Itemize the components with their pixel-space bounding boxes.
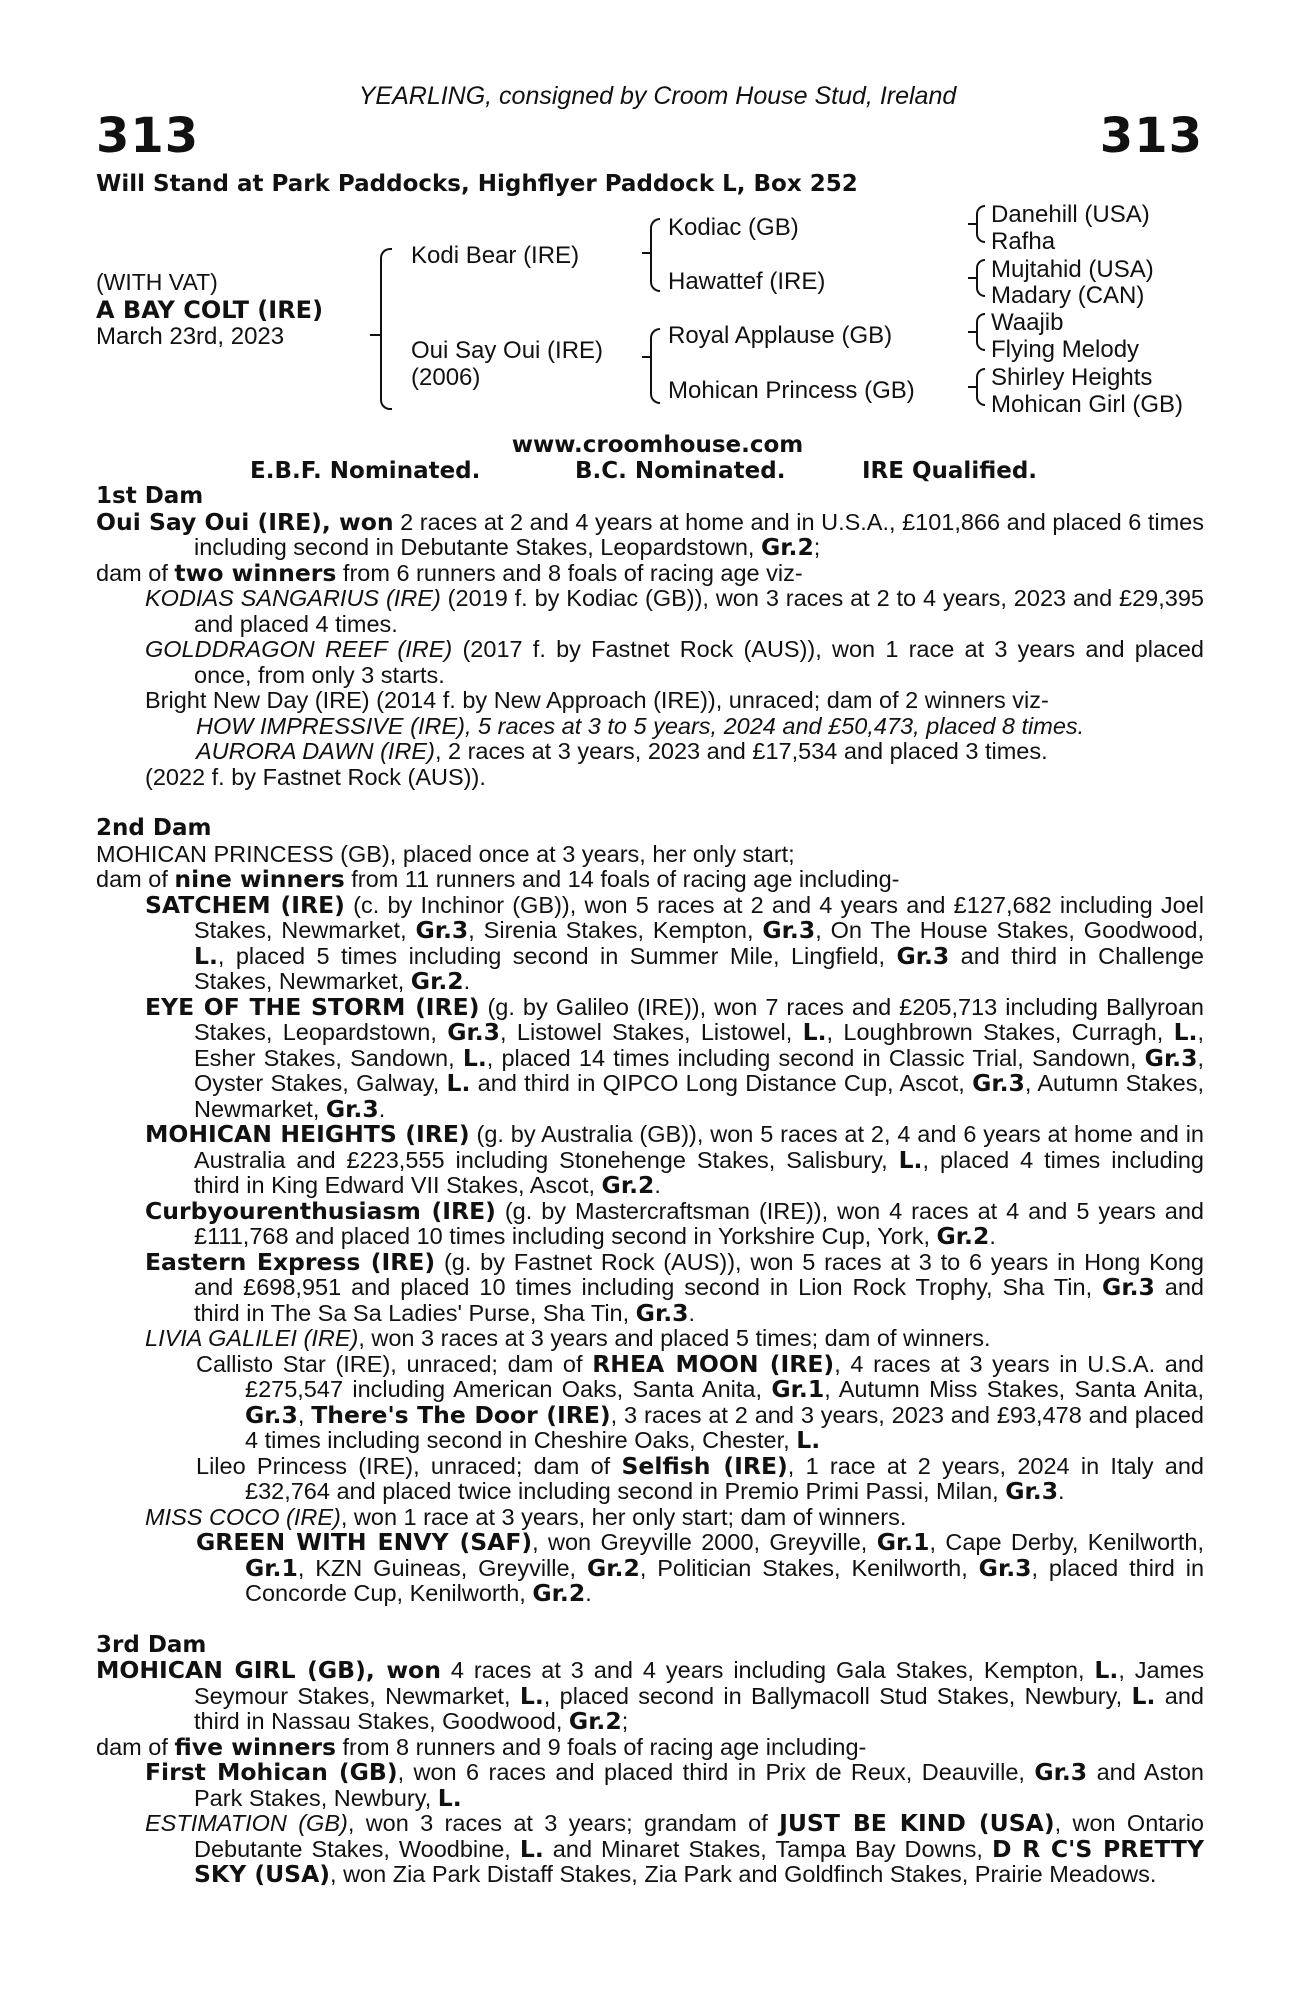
pedigree-dam-dam: Mohican Princess (GB) <box>668 377 915 404</box>
first-dam-produce: GOLDDRAGON REEF (IRE) (2017 f. by Fastnet Rock (AUS)), won 1 race at 3 years and placed once, from only 3 starts. <box>145 636 1204 688</box>
stand-location: Will Stand at Park Paddocks, Highflyer Paddock L, Box 252 <box>96 171 858 197</box>
pedigree-sire: Kodi Bear (IRE) <box>411 242 580 269</box>
bc-nominated: B.C. Nominated. <box>575 458 786 484</box>
pedigree-sire-sire: Kodiac (GB) <box>668 214 799 241</box>
third-dam-produce: First Mohican (GB), won 6 races and placed third in Prix de Reux, Deauville, Gr.3 and Aston Park Stakes, Newbury, L. <box>145 1758 1204 1812</box>
first-dam-produce: KODIAS SANGARIUS (IRE) (2019 f. by Kodiac (GB)), won 3 races at 2 to 4 years, 2023 and £29,395 and placed 4 times. <box>145 585 1204 637</box>
vat-note: (WITH VAT) <box>96 269 218 295</box>
first-dam-produce-summary: dam of two winners from 6 runners and 8 foals of racing age viz- <box>96 558 803 587</box>
second-dam-produce: SATCHEM (IRE) (c. by Inchinor (GB)), won 5 races at 2 and 4 years and £127,682 including Joel Stakes, Newmarket, Gr.3, Sirenia Stakes, Kempton, Gr.3, On The House Stakes, Goodwood, L., placed 5 times including second in Summer Mile, Lingfield, Gr.3 and third in Challenge Stakes, Newmarket, Gr.2. <box>145 890 1204 995</box>
second-dam-produce: MOHICAN HEIGHTS (IRE) (g. by Australia (GB)), won 5 races at 2, 4 and 6 years at home and in Australia and £223,555 including Stonehenge Stakes, Salisbury, L., placed 4 times including third in King Edward VII Stakes, Ascot, Gr.2. <box>145 1120 1205 1199</box>
third-dam-record: MOHICAN GIRL (GB), won 4 races at 3 and 4 years including Gala Stakes, Kempton, L., James Seymour Stakes, Newmarket, L., placed second in Ballymacoll Stud Stakes, Newbury, L. and third in Nassau Stakes, Goodwood, Gr.2; <box>96 1656 1204 1735</box>
lot-number-right: 313 <box>1099 108 1203 164</box>
second-dam-produce: EYE OF THE STORM (IRE) (g. by Galileo (IRE)), won 7 races and £205,713 including Ballyroan Stakes, Leopardstown, Gr.3, Listowel Stakes, Listowel, L., Loughbrown Stakes, Curragh, L., Esher Stakes, Sandown, L., placed 14 times including second in Classic Trial, Sandown, Gr.3, Oyster Stakes, Galway, L. and third in QIPCO Long Distance Cup, Ascot, Gr.3, Autumn Stakes, Newmarket, Gr.3. <box>145 992 1205 1123</box>
first-dam-grand-produce: AURORA DAWN (IRE), 2 races at 3 years, 2023 and £17,534 and placed 3 times. <box>196 738 1048 764</box>
pedigree-sire-dam: Hawattef (IRE) <box>668 268 826 295</box>
pedigree-dds: Shirley Heights <box>991 364 1153 391</box>
website: www.croomhouse.com <box>511 432 804 458</box>
pedigree-sss: Danehill (USA) <box>991 201 1150 228</box>
first-dam-heading: 1st Dam <box>96 483 204 509</box>
second-dam-produce: LIVIA GALILEI (IRE), won 3 races at 3 years and placed 5 times; dam of winners. <box>145 1325 991 1351</box>
catalogue-body <box>96 484 1204 1888</box>
second-dam-grand-produce: GREEN WITH ENVY (SAF), won Greyville 2000, Greyville, Gr.1, Cape Derby, Kenilworth, Gr.1, KZN Guineas, Greyville, Gr.2, Politician Stakes, Kenilworth, Gr.3, placed third in Concorde Cup, Kenilworth, Gr.2. <box>196 1528 1205 1607</box>
pedigree-ssd: Rafha <box>991 228 1056 255</box>
first-dam-produce: Bright New Day (IRE) (2014 f. by New Approach (IRE)), unraced; dam of 2 winners viz- <box>145 687 1049 713</box>
second-dam-produce: MISS COCO (IRE), won 1 race at 3 years, her only start; dam of winners. <box>145 1503 907 1530</box>
second-dam-heading: 2nd Dam <box>96 815 212 841</box>
second-dam-record: MOHICAN PRINCESS (GB), placed once at 3 years, her only start; <box>96 840 795 867</box>
second-dam-produce-summary: dam of nine winners from 11 runners and 14 foals of racing age including- <box>96 865 900 893</box>
first-dam-grand-produce: HOW IMPRESSIVE (IRE), 5 races at 3 to 5 years, 2024 and £50,473, placed 8 times. <box>196 712 1085 739</box>
first-dam-produce: (2022 f. by Fastnet Rock (AUS)). <box>145 763 486 790</box>
horse-name: A BAY COLT (IRE) <box>96 296 324 324</box>
pedigree-sds: Mujtahid (USA) <box>991 256 1154 283</box>
second-dam-grand-produce: Callisto Star (IRE), unraced; dam of RHEA MOON (IRE), 4 races at 3 years in U.S.A. and £275,547 including American Oaks, Santa Anita, Gr.1, Autumn Miss Stakes, Santa Anita, Gr.3, There's The Door (IRE), 3 races at 2 and 3 years, 2023 and £93,478 and placed 4 times including second in Cheshire Oaks, Chester, L. <box>196 1349 1204 1454</box>
third-dam-produce: ESTIMATION (GB), won 3 races at 3 years; grandam of JUST BE KIND (USA), won Ontario Debutante Stakes, Woodbine, L. and Minaret Stakes, Tampa Bay Downs, D R C'S PRETTY SKY (USA), won Zia Park Distaff Stakes, Zia Park and Goldfinch Stakes, Prairie Meadows. <box>145 1809 1204 1888</box>
pedigree-dsd: Flying Melody <box>991 336 1140 363</box>
second-dam-grand-produce: Lileo Princess (IRE), unraced; dam of Selfish (IRE), 1 race at 2 years, 2024 in Italy and £32,764 and placed twice including second in Premio Primi Passi, Milan, Gr.3. <box>196 1451 1204 1505</box>
foaling-date: March 23rd, 2023 <box>96 323 285 350</box>
pedigree-dam-year: (2006) <box>411 364 481 391</box>
pedigree-dss: Waajib <box>991 309 1064 336</box>
pedigree-dam-sire: Royal Applause (GB) <box>668 322 893 349</box>
third-dam-produce-summary: dam of five winners from 8 runners and 9 foals of racing age including- <box>96 1732 867 1761</box>
lot-number-left: 313 <box>96 108 200 164</box>
first-dam-record: Oui Say Oui (IRE), won 2 races at 2 and 4 years at home and in U.S.A., £101,866 and placed 6 times including second in Debutante Stakes, Leopardstown, Gr.2; <box>96 507 1204 561</box>
second-dam-produce: Eastern Express (IRE) (g. by Fastnet Rock (AUS)), won 5 races at 3 to 6 years in Hong Kong and £698,951 and placed 10 times including second in Lion Rock Trophy, Sha Tin, Gr.3 and third in The Sa Sa Ladies' Purse, Sha Tin, Gr.3. <box>145 1247 1204 1327</box>
consignor-line: YEARLING, consigned by Croom House Stud, Ireland <box>358 82 957 110</box>
pedigree-ddd: Mohican Girl (GB) <box>991 391 1184 418</box>
ire-qualified: IRE Qualified. <box>862 458 1038 484</box>
pedigree-dam: Oui Say Oui (IRE) <box>411 337 604 364</box>
second-dam-produce: Curbyourenthusiasm (IRE) (g. by Mastercraftsman (IRE)), won 4 races at 4 and 5 years and £111,768 and placed 10 times including second in Yorkshire Cup, York, Gr.2. <box>145 1196 1204 1250</box>
ebf-nominated: E.B.F. Nominated. <box>250 458 481 484</box>
pedigree-sdd: Madary (CAN) <box>991 282 1145 309</box>
third-dam-heading: 3rd Dam <box>96 1631 207 1658</box>
